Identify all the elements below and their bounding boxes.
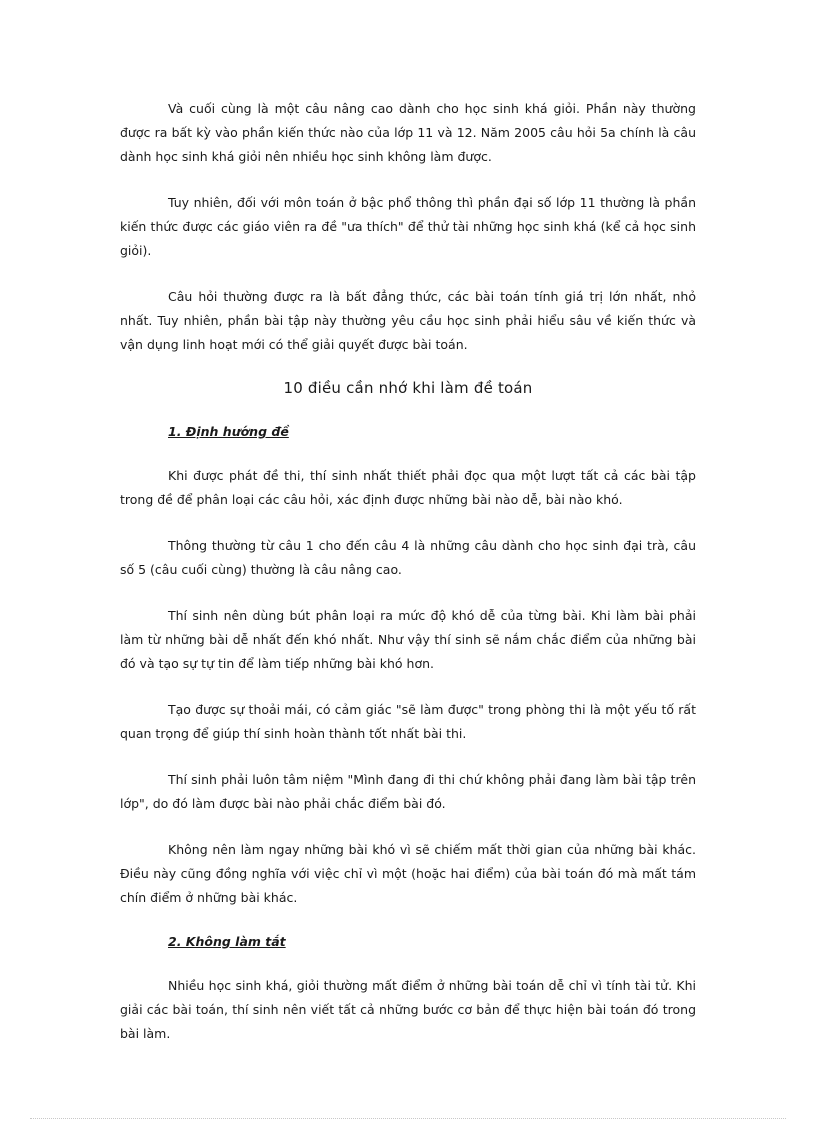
document-body [120,97,696,1068]
intro-paragraph: Và cuối cùng là một câu nâng cao dành cho học sinh khá giỏi. Phần này thường được ra bất kỳ vào phần kiến thức nào của lớp 11 và 12. Năm 2005 câu hỏi 5a chính là câu dành học sinh khá giỏi nên nhiều học sinh không làm được. [120,101,696,164]
document-title: 10 điều cần nhớ khi làm đề toán [283,379,533,397]
section-paragraph: Thí sinh phải luôn tâm niệm "Mình đang đi thi chứ không phải đang làm bài tập trên lớp", do đó làm được bài nào phải chắc điểm bài đó. [120,772,696,811]
page-bottom-divider [30,1118,786,1119]
section-paragraph: Tạo được sự thoải mái, có cảm giác "sẽ làm được" trong phòng thi là một yếu tố rất quan trọng để giúp thí sinh hoàn thành tốt nhất bài thi. [120,702,696,741]
section-paragraph: Nhiều học sinh khá, giỏi thường mất điểm ở những bài toán dễ chỉ vì tính tài tử. Khi giải các bài toán, thí sinh nên viết tất cả những bước cơ bản để thực hiện bài toán đó trong bài làm. [120,978,696,1041]
section-paragraph: Thí sinh nên dùng bút phân loại ra mức độ khó dễ của từng bài. Khi làm bài phải làm từ những bài dễ nhất đến khó nhất. Như vậy thí sinh sẽ nắm chắc điểm của những bài đó và tạo sự tự tin để làm tiếp những bài khó hơn. [120,608,696,671]
section-paragraph: Không nên làm ngay những bài khó vì sẽ chiếm mất thời gian của những bài khác. Điều này cũng đồng nghĩa với việc chỉ vì một (hoặc hai điểm) của bài toán đó mà mất tám chín điểm ở những bài khác. [120,842,696,905]
section-heading: 2. Không làm tắt [168,934,286,949]
intro-paragraph: Câu hỏi thường được ra là bất đẳng thức, các bài toán tính giá trị lớn nhất, nhỏ nhất. Tuy nhiên, phần bài tập này thường yêu cầu học sinh phải hiểu sâu về kiến thức và vận dụng linh hoạt mới có thể giải quyết được bài toán. [120,289,696,352]
section-heading: 1. Định hướng đề [168,424,289,439]
intro-paragraph: Tuy nhiên, đối với môn toán ở bậc phổ thông thì phần đại số lớp 11 thường là phần kiến thức được các giáo viên ra đề "ưa thích" để thử tài những học sinh khá (kể cả học sinh giỏi). [120,195,696,258]
section-paragraph: Thông thường từ câu 1 cho đến câu 4 là những câu dành cho học sinh đại trà, câu số 5 (câu cuối cùng) thường là câu nâng cao. [120,538,696,577]
section-paragraph: Khi được phát đề thi, thí sinh nhất thiết phải đọc qua một lượt tất cả các bài tập trong đề để phân loại các câu hỏi, xác định được những bài nào dễ, bài nào khó. [120,468,696,507]
